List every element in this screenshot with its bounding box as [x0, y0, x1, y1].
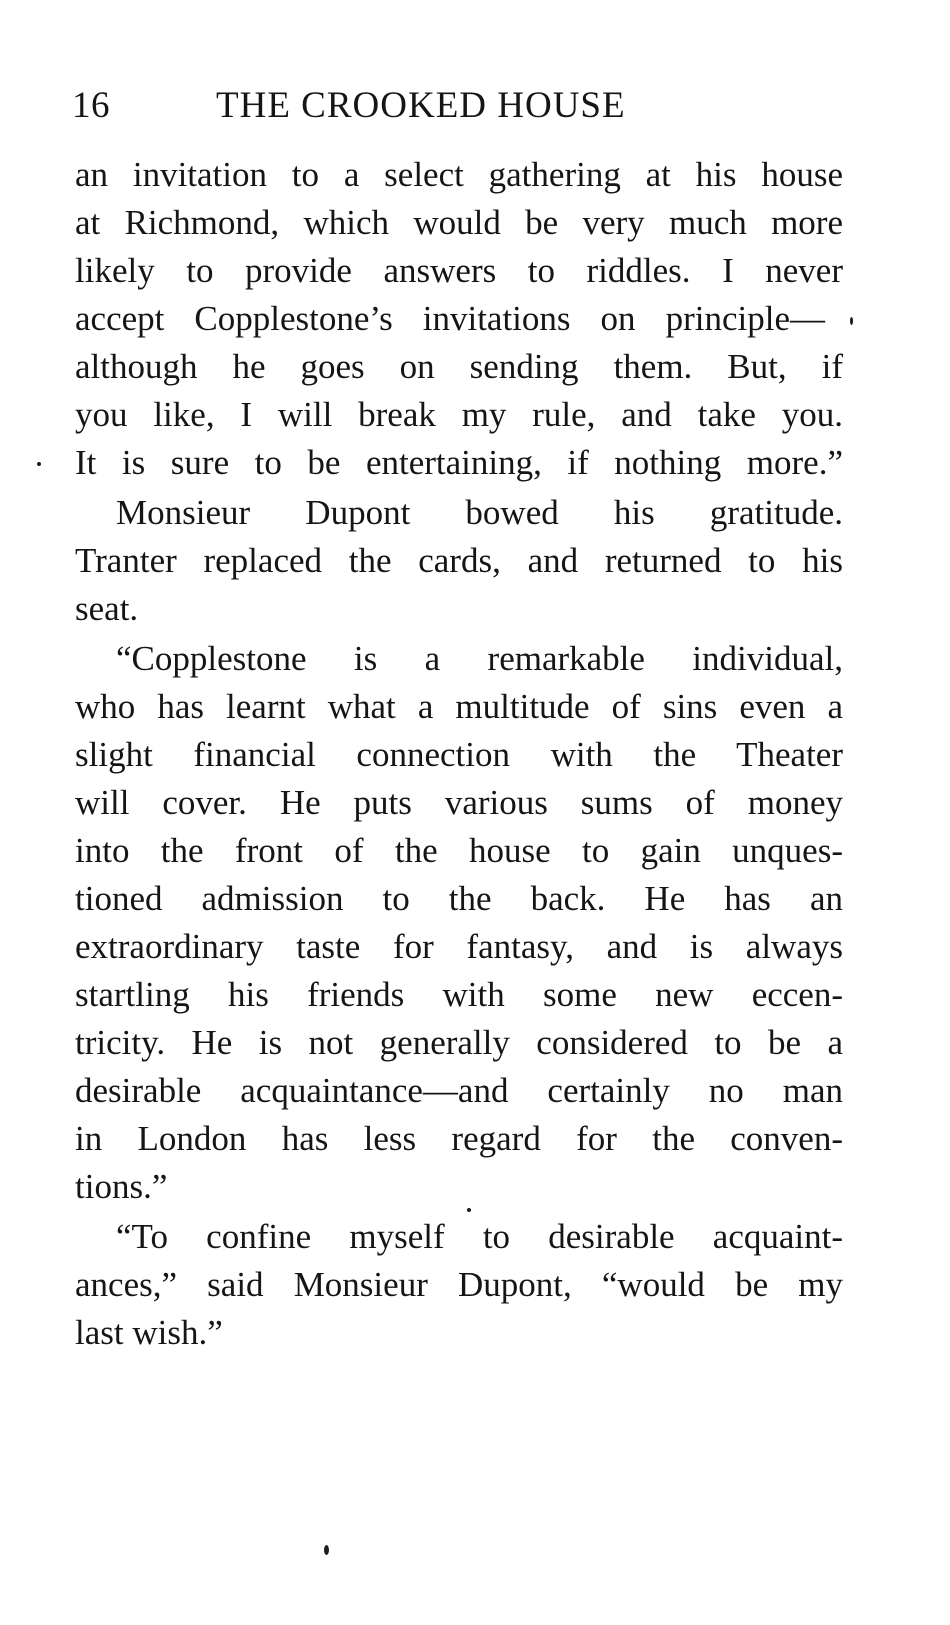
- text-line: will cover. He puts various sums of money: [75, 783, 843, 822]
- text-line: ances,” said Monsieur Dupont, “would be my: [75, 1265, 843, 1304]
- text-line: Tranter replaced the cards, and returned to his: [75, 541, 843, 580]
- text-line: “Copplestone is a remarkable individual,: [116, 639, 843, 678]
- text-line: tions.”: [75, 1167, 168, 1206]
- text-line: It is sure to be entertaining, if nothing more.”: [75, 443, 843, 482]
- print-speck: [467, 1208, 471, 1212]
- text-line: at Richmond, which would be very much more: [75, 203, 843, 242]
- text-line: into the front of the house to gain unques-: [75, 831, 843, 870]
- text-line: tricity. He is not generally considered to be a: [75, 1023, 843, 1062]
- text-line: startling his friends with some new eccen-: [75, 975, 843, 1014]
- text-line: you like, I will break my rule, and take you.: [75, 395, 843, 434]
- text-line: extraordinary taste for fantasy, and is always: [75, 927, 843, 966]
- text-line: although he goes on sending them. But, if: [75, 347, 843, 386]
- text-line: desirable acquaintance—and certainly no man: [75, 1071, 843, 1110]
- text-line: who has learnt what a multitude of sins even a: [75, 687, 843, 726]
- text-line: likely to provide answers to riddles. I never: [75, 251, 843, 290]
- text-line: Monsieur Dupont bowed his gratitude.: [116, 493, 843, 532]
- text-line: accept Copplestone’s invitations on principle—: [75, 299, 825, 338]
- print-speck: [37, 462, 41, 466]
- text-line: last wish.”: [75, 1313, 223, 1352]
- page-header: [72, 76, 852, 136]
- text-line: an invitation to a select gathering at his house: [75, 155, 843, 194]
- print-speck: [324, 1545, 329, 1555]
- text-line: “To confine myself to desirable acquaint-: [116, 1217, 843, 1256]
- text-line: seat.: [75, 589, 139, 628]
- text-line: slight financial connection with the Theater: [75, 735, 843, 774]
- page-number: 16: [72, 85, 110, 126]
- print-speck: [850, 317, 853, 325]
- text-line: in London has less regard for the conven-: [75, 1119, 843, 1158]
- running-title: THE CROOKED HOUSE: [216, 85, 626, 126]
- text-line: tioned admission to the back. He has an: [75, 879, 843, 918]
